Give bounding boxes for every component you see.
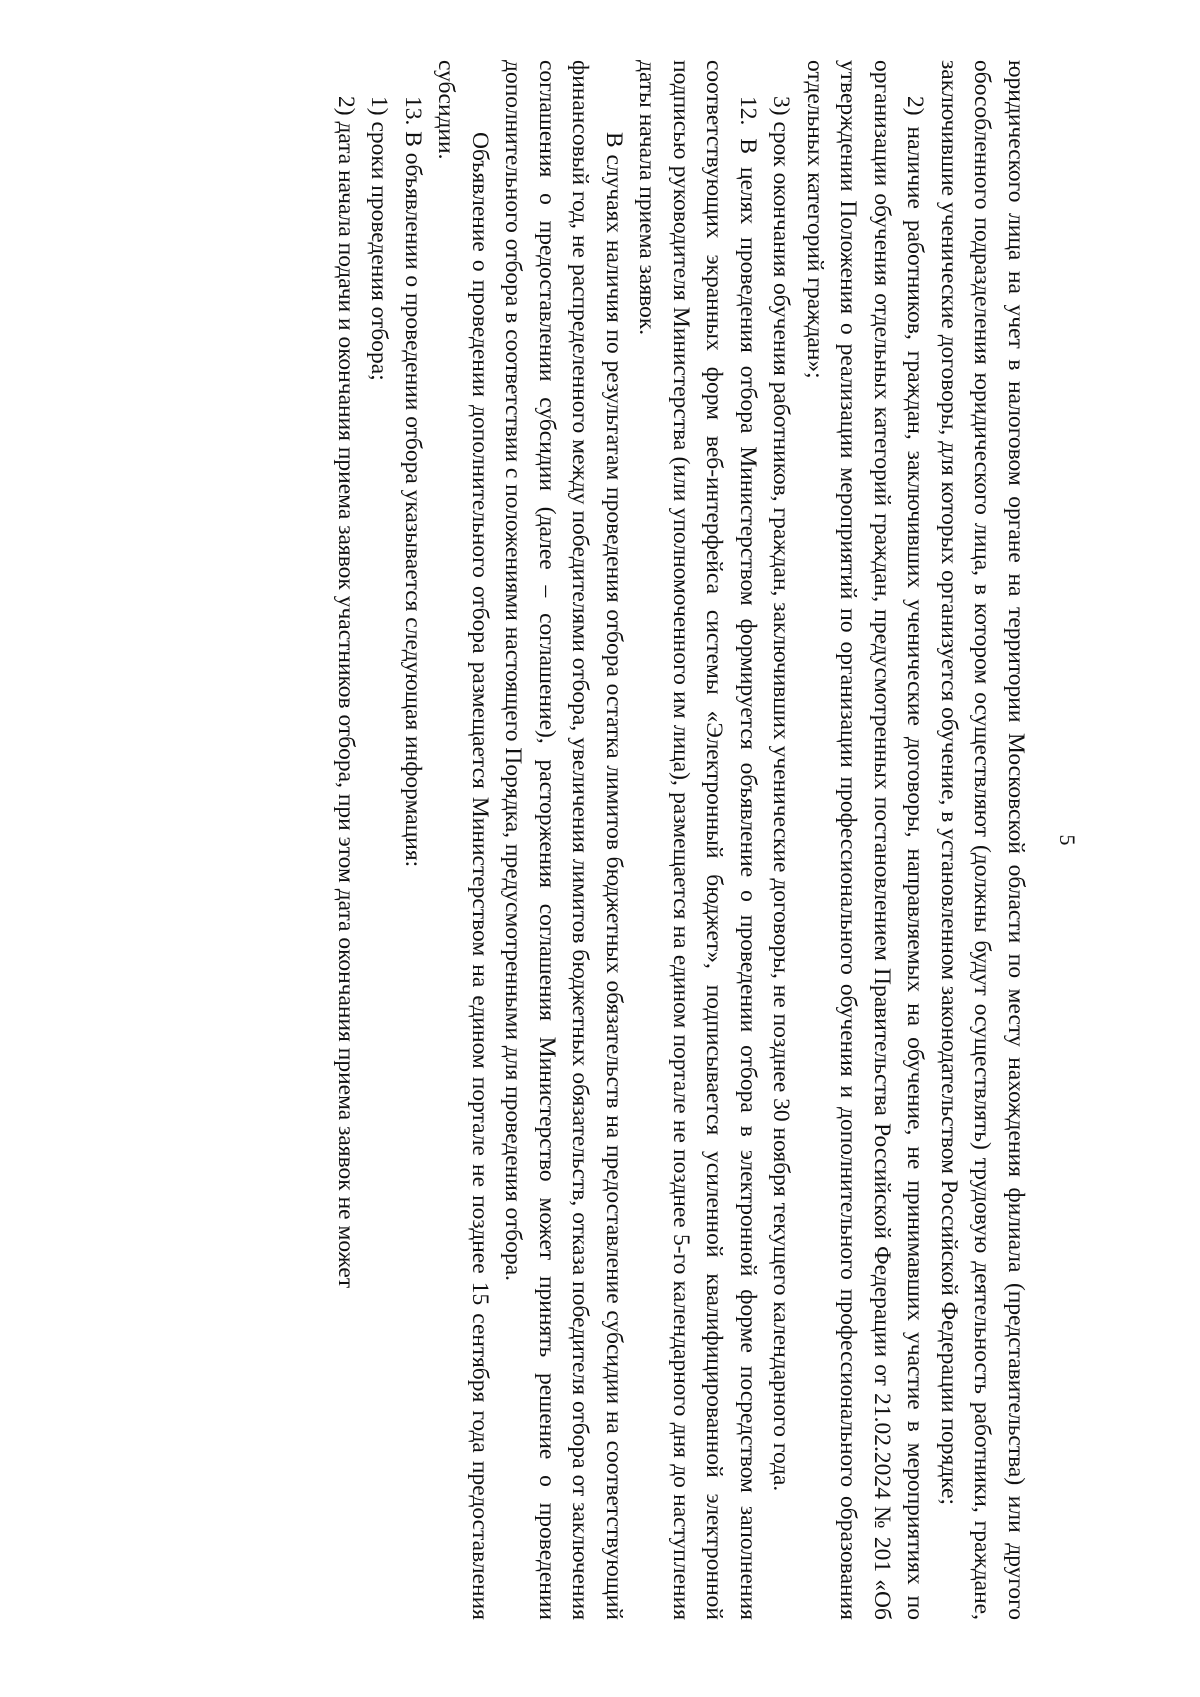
paragraph-item-2-dates: 2) дата начала подачи и окончания приема заявок участников отбора, при этом дата окончания приема заявок не может [333, 96, 359, 1289]
paragraph-item-2: 2) наличие работников, граждан, заключивших ученические договоры, направляемых на обучение, не принимавших участие в мероприятиях по организации обучения отдельных категорий граждан, предусмотренных постановлением Правительства Российской Федерации от 21.02.2024 № 201 «Об утверждении Положения о реализации мероприятий по организации профессионального обучения и дополнительного профессионального образования отдельных категорий граждан»; [802, 60, 929, 1620]
paragraph-item-1-deadlines: 1) сроки проведения отбора; [366, 96, 393, 381]
paragraph-item-3: 3) срок окончания обучения работников, граждан, заключивших ученические договоры, не позднее 30 ноября текущего календарного года. [768, 96, 795, 1492]
paragraph-section-13: 13. В объявлении о проведении отбора указывается следующая информация: [400, 96, 426, 868]
page-number: 5 [1055, 834, 1080, 846]
document-body [329, 60, 1033, 1620]
paragraph-announcement-deadline: Объявление о проведении дополнительного отбора размещается Министерством на едином портале не позднее 15 сентября года предоставления субсидии. [433, 60, 493, 1620]
paragraph-continuation: юридического лица на учет в налоговом органе на территории Московской области по месту нахождения филиала (представительства) или другого обособленного подразделения юридического лица, в котором осуществляют (должны будут осуществлять) трудовую деятельность работники, граждане, заключившие ученические договоры, для которых организуется обучение, в установленном законодательством Российской Федерации порядке; [936, 60, 1029, 1620]
paragraph-section-12: 12. В целях проведения отбора Министерством формируется объявление о проведении отбора в электронной форме посредством заполнения соответствующих экранных форм веб-интерфейса системы «Электронный бюджет», подписывается усиленной квалифицированной электронной подписью руководителя Министерства (или уполномоченного им лица), размещается на едином портале не позднее 5-го календарного дня до наступления даты начала приема заявок. [634, 60, 761, 1620]
rotated-text-block [120, 60, 1080, 1620]
paragraph-additional-selection: В случаях наличия по результатам проведения отбора остатка лимитов бюджетных обязательств на предоставление субсидии на соответствующий финансовый год, не распределенного между победителями отбора, увеличения лимитов бюджетных обязательств, отказа победителя отбора от заключения соглашения о предоставлении субсидии (далее – соглашение), расторжения соглашения Министерство может принять решение о проведении дополнительного отбора в соответствии с положениями настоящего Порядка, предусмотренными для проведения отбора. [500, 60, 627, 1620]
